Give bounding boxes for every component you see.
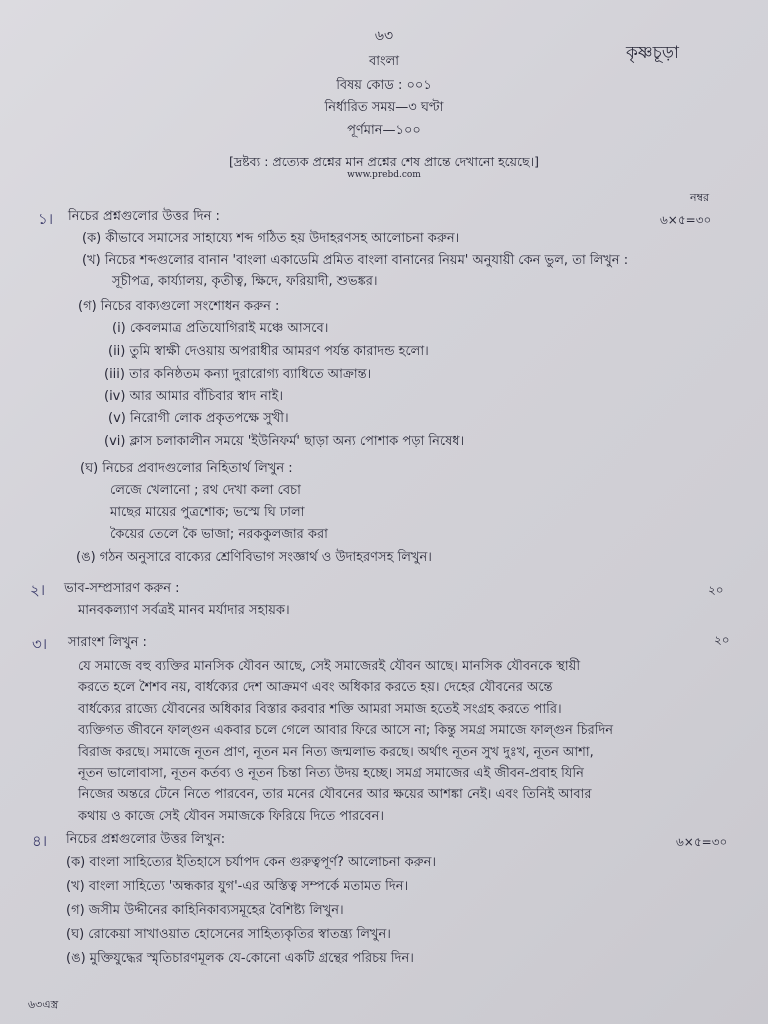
subject-name: বাংলা	[368, 54, 400, 69]
q4-heading: নিচের প্রশ্নগুলোর উত্তর লিখুন:	[66, 832, 226, 847]
time-allowed: নির্ধারিত সময়—৩ ঘণ্টা	[324, 100, 444, 115]
q2-marks: ২০	[708, 583, 724, 597]
watermark-url: www.prebd.com	[347, 170, 421, 180]
q3-marks: ২০	[714, 633, 730, 647]
full-marks: পূর্ণমান—১০০	[347, 123, 421, 138]
q1-number: ১।	[38, 210, 54, 228]
q3-passage-line: যে সমাজে বহু ব্যক্তির মানসিক যৌবন আছে, সেই সমাজেরই যৌবন আছে। মানসিক যৌবনকে স্থায়ী	[78, 659, 581, 674]
q1-ga-i: (i) কেবলমাত্র প্রতিযোগিরাই মঞ্চে আসবে।	[112, 321, 329, 336]
q1-ga-iii: (iii) তার কনিষ্ঠতম কন্যা দুরারোগ্য ব্যাধিতে আক্রান্ত।	[104, 367, 372, 382]
page-number: ৬৩	[374, 28, 394, 44]
q3-heading: সারাংশ লিখুন :	[68, 635, 147, 650]
q1-ga-ii: (ii) তুমি স্বাক্ষী দেওয়ায় অপরাধীর আমরণ পর্যন্ত কারাদন্ড হলো।	[108, 344, 429, 359]
q2-statement: মানবকল্যাণ সর্বত্রই মানব মর্যাদার সহায়ক।	[78, 603, 290, 618]
q2-number: ২।	[30, 581, 46, 599]
q4-number: ৪।	[32, 832, 48, 850]
q3-passage-line: করতে হলে শৈশব নয়, বার্ধক্যের দেশ আক্রমণ এবং অধিকার করতে হয়। দেহের যৌবনের অন্তে	[78, 680, 553, 696]
q1-ga-v: (v) নিরোগী লোক প্রকৃতপক্ষে সুখী।	[108, 411, 289, 426]
q4-item-gha: (ঘ) রোকেয়া সাখাওয়াত হোসেনের সাহিত্যকৃতির স্বাতন্ত্র্য লিখুন।	[66, 927, 391, 942]
marks-label: নম্বর	[690, 191, 710, 204]
q1-kha-words: সূচীপত্র, কার্য্যালয়, কৃতীত্ব, ক্ষিদে, ফরিয়াদী, শুভঙ্কর।	[112, 274, 378, 289]
q3-passage-line: বিরাজ করছে। সমাজে নূতন প্রাণ, নূতন মন নিত্য জন্মলাভ করছে। অর্থাৎ নূতন সুখ দুঃখ, নূতন আশা,	[78, 744, 594, 760]
q1-ga-iv: (iv) আর আমার বাঁচিবার স্বাদ নাই।	[104, 389, 284, 404]
q1-gha: (ঘ) নিচের প্রবাদগুলোর নিহিতার্থ লিখুন :	[80, 461, 293, 476]
q1-kha: (খ) নিচের শব্দগুলোর বানান 'বাংলা একাডেমি প্রমিত বাংলা বানানের নিয়ম' অনুযায়ী কেন ভুল, তা লিখুন :	[82, 253, 629, 268]
footer-code: ৬৩এস্ত্র	[28, 998, 59, 1011]
q1-marks: ৬×৫=৩০	[660, 213, 712, 227]
note-text: [দ্রষ্টব্য : প্রত্যেক প্রশ্নের মান প্রশ্নের শেষ প্রান্তে দেখানো হয়েছে।]	[229, 154, 539, 169]
q4-item-kha: (খ) বাংলা সাহিত্যে 'অন্ধকার যুগ'-এর অস্তিত্ব সম্পর্কে মতামত দিন।	[66, 879, 409, 894]
subject-code: বিষয় কোড : ০০১	[336, 78, 432, 93]
q1-ka: (ক) কীভাবে সমাসের সাহায্যে শব্দ গঠিত হয় উদাহরণসহ আলোচনা করুন।	[82, 231, 460, 246]
q1-heading: নিচের প্রশ্নগুলোর উত্তর দিন :	[68, 209, 220, 224]
q3-passage-line: ব্যক্তিগত জীবনে ফাল্গুন একবার চলে গেলে আবার ফিরে আসে না; কিন্তু সমগ্র সমাজে ফাল্গুন চিরদিন	[78, 723, 614, 739]
q3-passage	[78, 656, 718, 827]
q3-number: ৩।	[32, 635, 48, 653]
q2-heading: ভাব-সম্প্রসারণ করুন :	[64, 581, 180, 596]
q1-gha-line2: মাছের মায়ের পুত্রশোক; ভস্মে ঘি ঢালা	[110, 505, 305, 520]
q4-marks: ৬×৫=৩০	[676, 835, 728, 849]
q3-passage-line: কথায় ও কাজে সেই যৌবন সমাজকে ফিরিয়ে দিতে পারবেন।	[78, 808, 385, 824]
q4-item-ga: (গ) জসীম উদ্দীনের কাহিনিকাব্যসমূহের বৈশিষ্ট্য লিখুন।	[66, 903, 344, 918]
q3-passage-line: বার্ধক্যের রাজ্যে যৌবনের অধিকার বিস্তার করবার শক্তি আমরা সমাজ হতেই সংগ্রহ করতে পারি।	[78, 701, 562, 717]
q1-ga-vi: (vi) ক্লাস চলাকালীন সময়ে 'ইউনিফর্ম' ছাড়া অন্য পোশাক পড়া নিষেধ।	[104, 434, 465, 449]
q3-passage-line: নূতন ভালোবাসা, নূতন কর্তব্য ও নূতন চিন্তা নিত্য উদয় হচ্ছে। সমগ্র সমাজের এই জীবন-প্রবাহ যিনি	[78, 766, 584, 782]
q1-gha-line3: কৈয়ের তেলে কৈ ভাজা; নরককুলজার করা	[110, 527, 328, 542]
q3-passage-line: নিজের অন্তরে টেনে নিতে পারবেন, তার মনের যৌবনের আর ক্ষয়ের আশঙ্কা নেই। এবং তিনিই আবার	[78, 787, 592, 803]
q4-item-ka: (ক) বাংলা সাহিত্যের ইতিহাসে চর্যাপদ কেন গুরুত্বপূর্ণ? আলোচনা করুন।	[66, 855, 437, 870]
q1-umo: (ঙ) গঠন অনুসারে বাক্যের শ্রেণিবিভাগ সংজ্ঞার্থ ও উদাহরণসহ লিখুন।	[76, 550, 432, 565]
q1-ga: (গ) নিচের বাক্যগুলো সংশোধন করুন :	[78, 299, 280, 314]
q4-item-umo: (ঙ) মুক্তিযুদ্ধের স্মৃতিচারণমূলক যে-কোনো একটি গ্রন্থের পরিচয় দিন।	[66, 951, 414, 966]
paper-title-right: কৃষ্ণচূড়া	[626, 43, 679, 63]
q1-gha-line1: লেজে খেলানো ; রথ দেখা কলা বেচা	[110, 483, 301, 498]
